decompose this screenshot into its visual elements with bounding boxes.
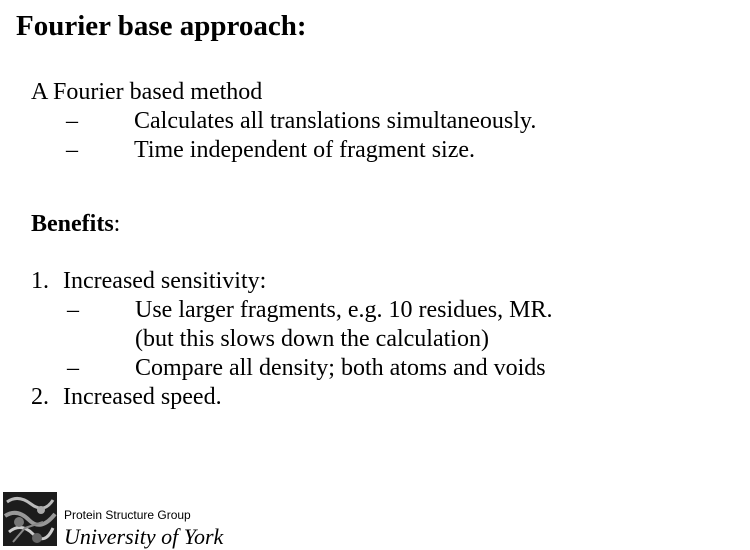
protein-structure-logo-icon <box>3 492 57 546</box>
benefits-heading <box>31 210 120 239</box>
benefits-label: Benefits <box>31 211 114 237</box>
sub-bullet <box>31 354 552 383</box>
university-name: University of York <box>64 524 224 549</box>
intro-bullet <box>31 107 536 136</box>
intro-bullet-text: Time independent of fragment size. <box>134 137 476 163</box>
intro-heading: A Fourier based method <box>31 79 263 105</box>
sub-bullet-text: Compare all density; both atoms and voids <box>135 355 546 381</box>
intro-bullet-text: Calculates all translations simultaneously. <box>134 108 537 134</box>
group-name: Protein Structure Group <box>64 508 191 522</box>
list-number: 2. <box>31 384 49 410</box>
benefits-list <box>31 267 552 412</box>
dash-bullet-icon: – <box>66 108 78 134</box>
sub-bullet <box>31 296 552 325</box>
slide-title: Fourier base approach: <box>16 10 307 42</box>
list-item <box>31 383 552 412</box>
list-item <box>31 267 552 296</box>
dash-bullet-icon: – <box>67 297 79 323</box>
sub-bullet-text: Use larger fragments, e.g. 10 residues, MR. <box>135 297 553 323</box>
list-item-text: Increased sensitivity: <box>63 268 267 294</box>
footer <box>64 508 223 550</box>
intro-bullet <box>31 136 536 165</box>
intro-section <box>31 78 536 165</box>
dash-bullet-icon: – <box>66 137 78 163</box>
list-number: 1. <box>31 268 49 294</box>
benefits-colon: : <box>113 211 121 237</box>
sub-bullet-continuation: (but this slows down the calculation) <box>135 326 489 352</box>
dash-bullet-icon: – <box>67 355 79 381</box>
list-item-text: Increased speed. <box>63 384 222 410</box>
